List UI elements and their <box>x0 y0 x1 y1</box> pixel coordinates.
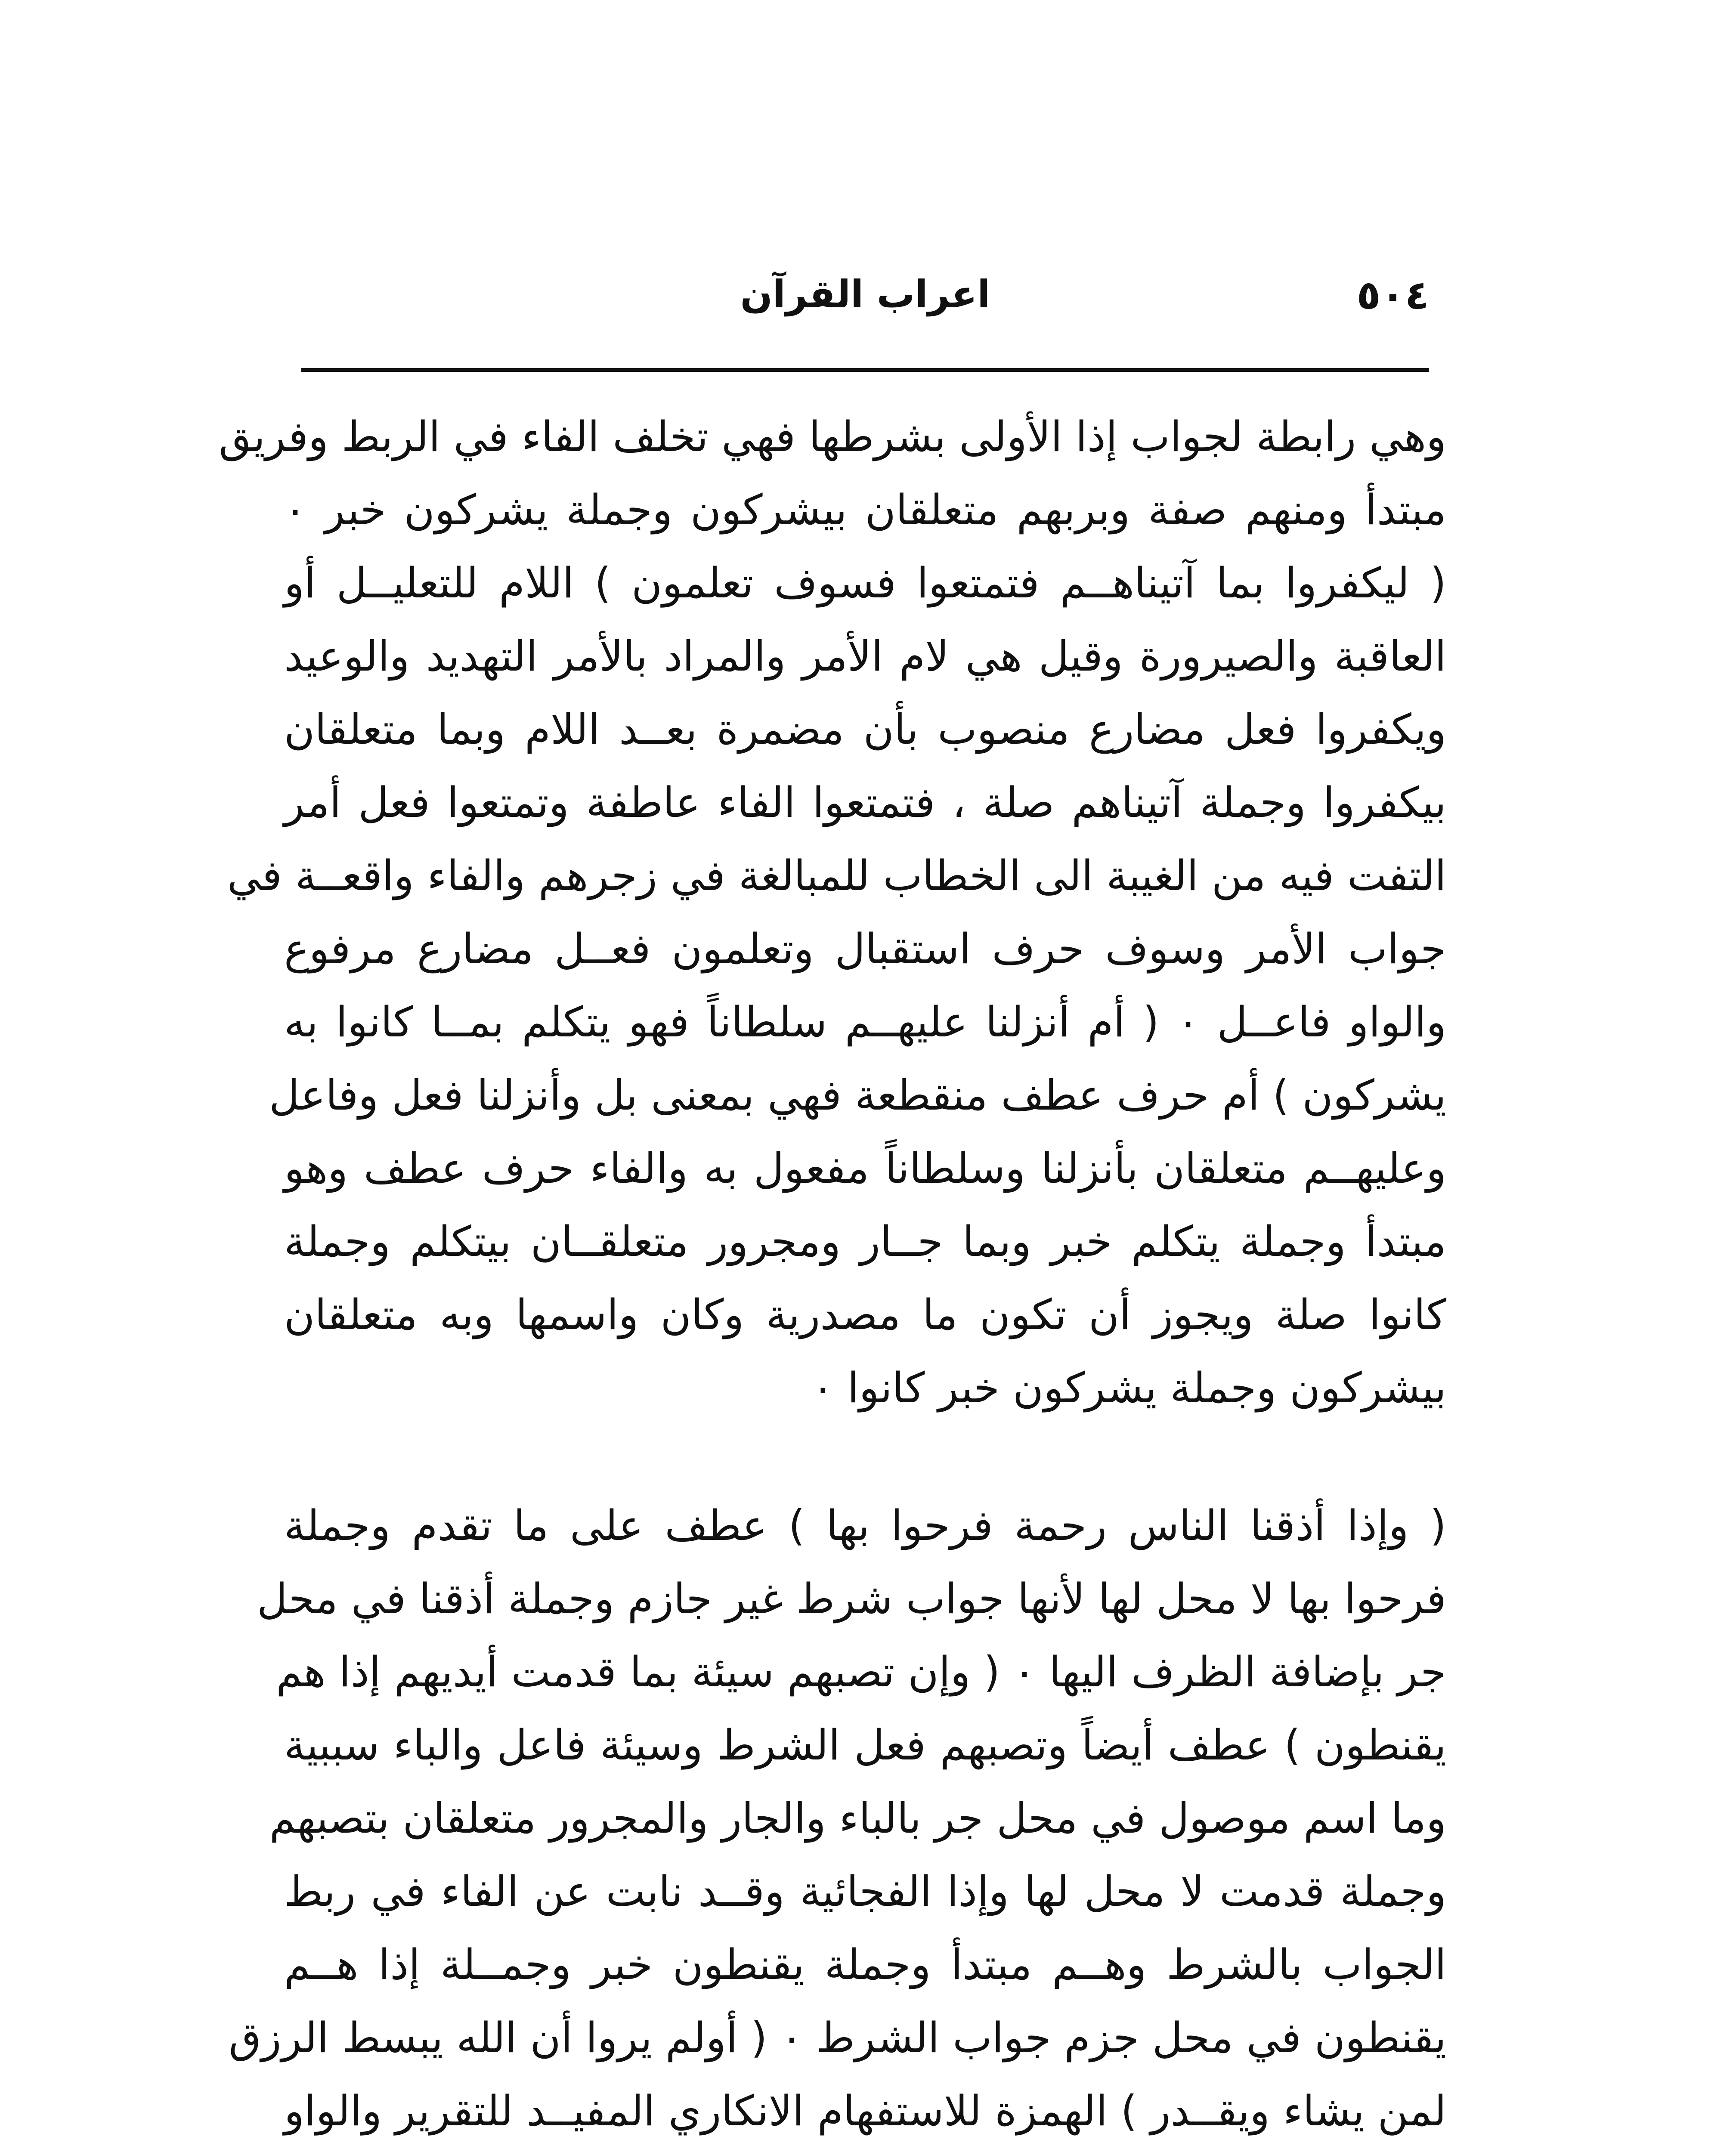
text-line: الجواب بالشرط وهــم مبتدأ وجملة يقنطون خبر وجمــلة إذا هــم <box>284 1940 1446 1989</box>
text-line: ( وإذا أذقنا الناس رحمة فرحوا بها ) عطف على ما تقدم وجملة <box>284 1501 1446 1550</box>
paragraph-spacer <box>284 1425 1446 1489</box>
text-line: العاقبة والصيرورة وقيل هي لام الأمر والمراد بالأمر التهديد والوعيد <box>284 632 1446 680</box>
text-line: جر بإضافة الظرف اليها ٠ ( وإن تصبهم سيئة بما قدمت أيديهم إذا هم <box>276 1648 1446 1696</box>
paragraph-1 <box>219 400 1447 1425</box>
text-line: يشركون ) أم حرف عطف منقطعة فهي بمعنى بل وأنزلنا فعل وفاعل <box>269 1071 1446 1119</box>
page-number: ٥٠٤ <box>1356 272 1429 318</box>
text-line: مبتدأ ومنهم صفة وبربهم متعلقان بيشركون وجملة يشركون خبر ٠ <box>284 485 1446 534</box>
text-line: يقنطون في محل جزم جواب الشرط ٠ ( أولم يروا أن الله يبسط الرزق <box>229 2013 1446 2062</box>
text-line: يقنطون ) عطف أيضاً وتصبهم فعل الشرط وسيئة فاعل والباء سببية <box>284 1721 1446 1769</box>
text-line: لمن يشاء ويقــدر ) الهمزة للاستفهام الانكاري المفيــد للتقرير والواو <box>284 2087 1446 2135</box>
text-line: مبتدأ وجملة يتكلم خبر وبما جــار ومجرور متعلقــان بيتكلم وجملة <box>284 1217 1446 1266</box>
text-line: جواب الأمر وسوف حرف استقبال وتعلمون فعــل مضارع مرفوع <box>284 924 1446 973</box>
text-line: ( ليكفروا بما آتيناهــم فتمتعوا فسوف تعلمون ) اللام للتعليــل أو <box>284 559 1446 607</box>
paragraph-2 <box>229 1489 1446 2148</box>
text-line: التفت فيه من الغيبة الى الخطاب للمبالغة في زجرهم والفاء واقعــة في <box>227 851 1446 900</box>
text-line: بيكفروا وجملة آتيناهم صلة ، فتمتعوا الفاء عاطفة وتمتعوا فعل أمر <box>284 778 1446 827</box>
text-line: وجملة قدمت لا محل لها وإذا الفجائية وقــد نابت عن الفاء في ربط <box>284 1867 1446 1916</box>
text-line: والواو فاعــل ٠ ( أم أنزلنا عليهــم سلطاناً فهو يتكلم بمــا كانوا به <box>284 998 1447 1046</box>
page-header <box>301 258 1429 344</box>
text-line: كانوا صلة ويجوز أن تكون ما مصدرية وكان واسمها وبه متعلقان <box>284 1290 1446 1339</box>
text-line: وهي رابطة لجواب إذا الأولى بشرطها فهي تخلف الفاء في الربط وفريق <box>219 412 1446 461</box>
text-line: فرحوا بها لا محل لها لأنها جواب شرط غير جازم وجملة أذقنا في محل <box>257 1574 1446 1623</box>
text-line: وما اسم موصول في محل جر بالباء والجار والمجرور متعلقان بتصبهم <box>269 1794 1446 1843</box>
running-title: اعراب القرآن <box>740 272 990 316</box>
body-text <box>219 400 1447 2148</box>
text-line: ويكفروا فعل مضارع منصوب بأن مضمرة بعــد اللام وبما متعلقان <box>284 705 1446 754</box>
text-line: وعليهــم متعلقان بأنزلنا وسلطاناً مفعول به والفاء حرف عطف وهو <box>284 1144 1446 1193</box>
header-divider <box>301 368 1429 372</box>
text-line: بيشركون وجملة يشركون خبر كانوا ٠ <box>811 1364 1446 1412</box>
